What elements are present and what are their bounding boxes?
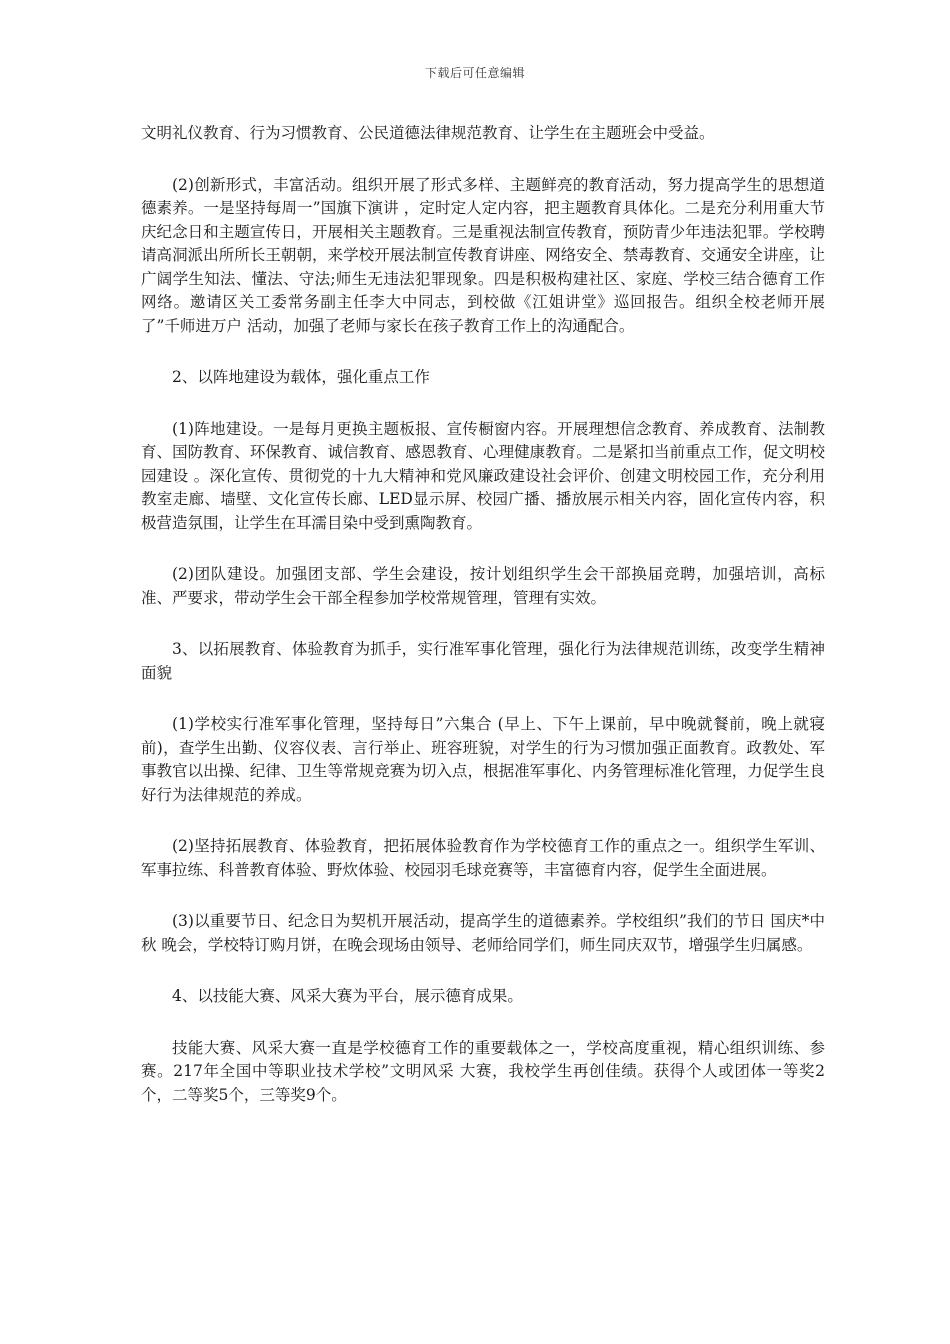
section-heading-2: 2、以阵地建设为载体，强化重点工作	[172, 368, 430, 386]
paragraph-7: (1)学校实行准军事化管理，坚持每日”六集合 (早上、下午上课前，早中晚就餐前，晚上就寝前)，查学生出勤、仪容仪表、言行举止、班容班貌，对学生的行为习惯加强正面教育。政教处、军事教官以出操、纪律、卫生等常规竞赛为切入点，根据准军事化、内务管理标准化管理，力促学生良好行为法律规范的养成。	[141, 715, 825, 804]
page-header: 下载后可任意编辑	[424, 66, 525, 80]
paragraph-8: (2)坚持拓展教育、体验教育，把拓展体验教育作为学校德育工作的重点之一。组织学生军训、军事拉练、科普教育体验、野炊体验、校园羽毛球竞赛等，丰富德育内容，促学生全面进展。	[141, 837, 825, 879]
paragraph-2: (2)创新形式，丰富活动。组织开展了形式多样、主题鲜亮的教育活动，努力提高学生的思想道德素养。一是坚持每周一”国旗下演讲 ，定时定人定内容，把主题教育具体化。二是充分利用重大节庆纪念日和主题宣传日，开展相关主题教育。三是重视法制宣传教育，预防青少年违法犯罪。学校聘请高洞派出所所长王朝朝，来学校开展法制宣传教育讲座、网络安全、禁毒教育、交通安全讲座，让广阔学生知法、懂法、守法;师生无违法犯罪现象。四是积极构建社区、家庭、学校三结合德育工作网络。邀请区关工委常务副主任李大中同志，到校做《江姐讲堂》巡回报告。组织全校老师开展了”千师进万户 活动，加强了老师与家长在孩子教育工作上的沟通配合。	[141, 175, 825, 335]
paragraph-5: (2)团队建设。加强团支部、学生会建设，按计划组织学生会干部换届竞聘，加强培训，高标准、严要求，带动学生会干部全程参加学校常规管理，管理有实效。	[141, 565, 825, 607]
paragraph-1: 文明礼仪教育、行为习惯教育、公民道德法律规范教育、让学生在主题班会中受益。	[141, 124, 715, 142]
section-heading-3: 3、以拓展教育、体验教育为抓手，实行准军事化管理，强化行为法律规范训练，改变学生精神面貌	[141, 640, 825, 682]
section-heading-4: 4、以技能大赛、风采大赛为平台，展示德育成果。	[172, 987, 523, 1005]
paragraph-9: (3)以重要节日、纪念日为契机开展活动，提高学生的道德素养。学校组织”我们的节日 国庆*中秋 晚会，学校特订购月饼，在晚会现场由领导、老师给同学们，师生同庆双节，增强学生归属感。	[141, 912, 825, 954]
document-body	[141, 122, 825, 1135]
paragraph-4: (1)阵地建设。一是每月更换主题板报、宣传橱窗内容。开展理想信念教育、养成教育、法制教育、国防教育、环保教育、诚信教育、感恩教育、心理健康教育。二是紧扣当前重点工作，促文明校园建设 。深化宣传、贯彻党的十九大精神和党风廉政建设社会评价、创建文明校园工作，充分利用教室走廊、墙壁、文化宣传长廊、LED显示屏、校园广播、播放展示相关内容，固化宣传内容，积极营造氛围，让学生在耳濡目染中受到熏陶教育。	[141, 419, 825, 532]
paragraph-11: 技能大赛、风采大赛一直是学校德育工作的重要载体之一，学校高度重视，精心组织训练、参赛。217年全国中等职业技术学校”文明风采 大赛，我校学生再创佳绩。获得个人或团体一等奖2个，二等奖5个，三等奖9个。	[141, 1038, 825, 1104]
